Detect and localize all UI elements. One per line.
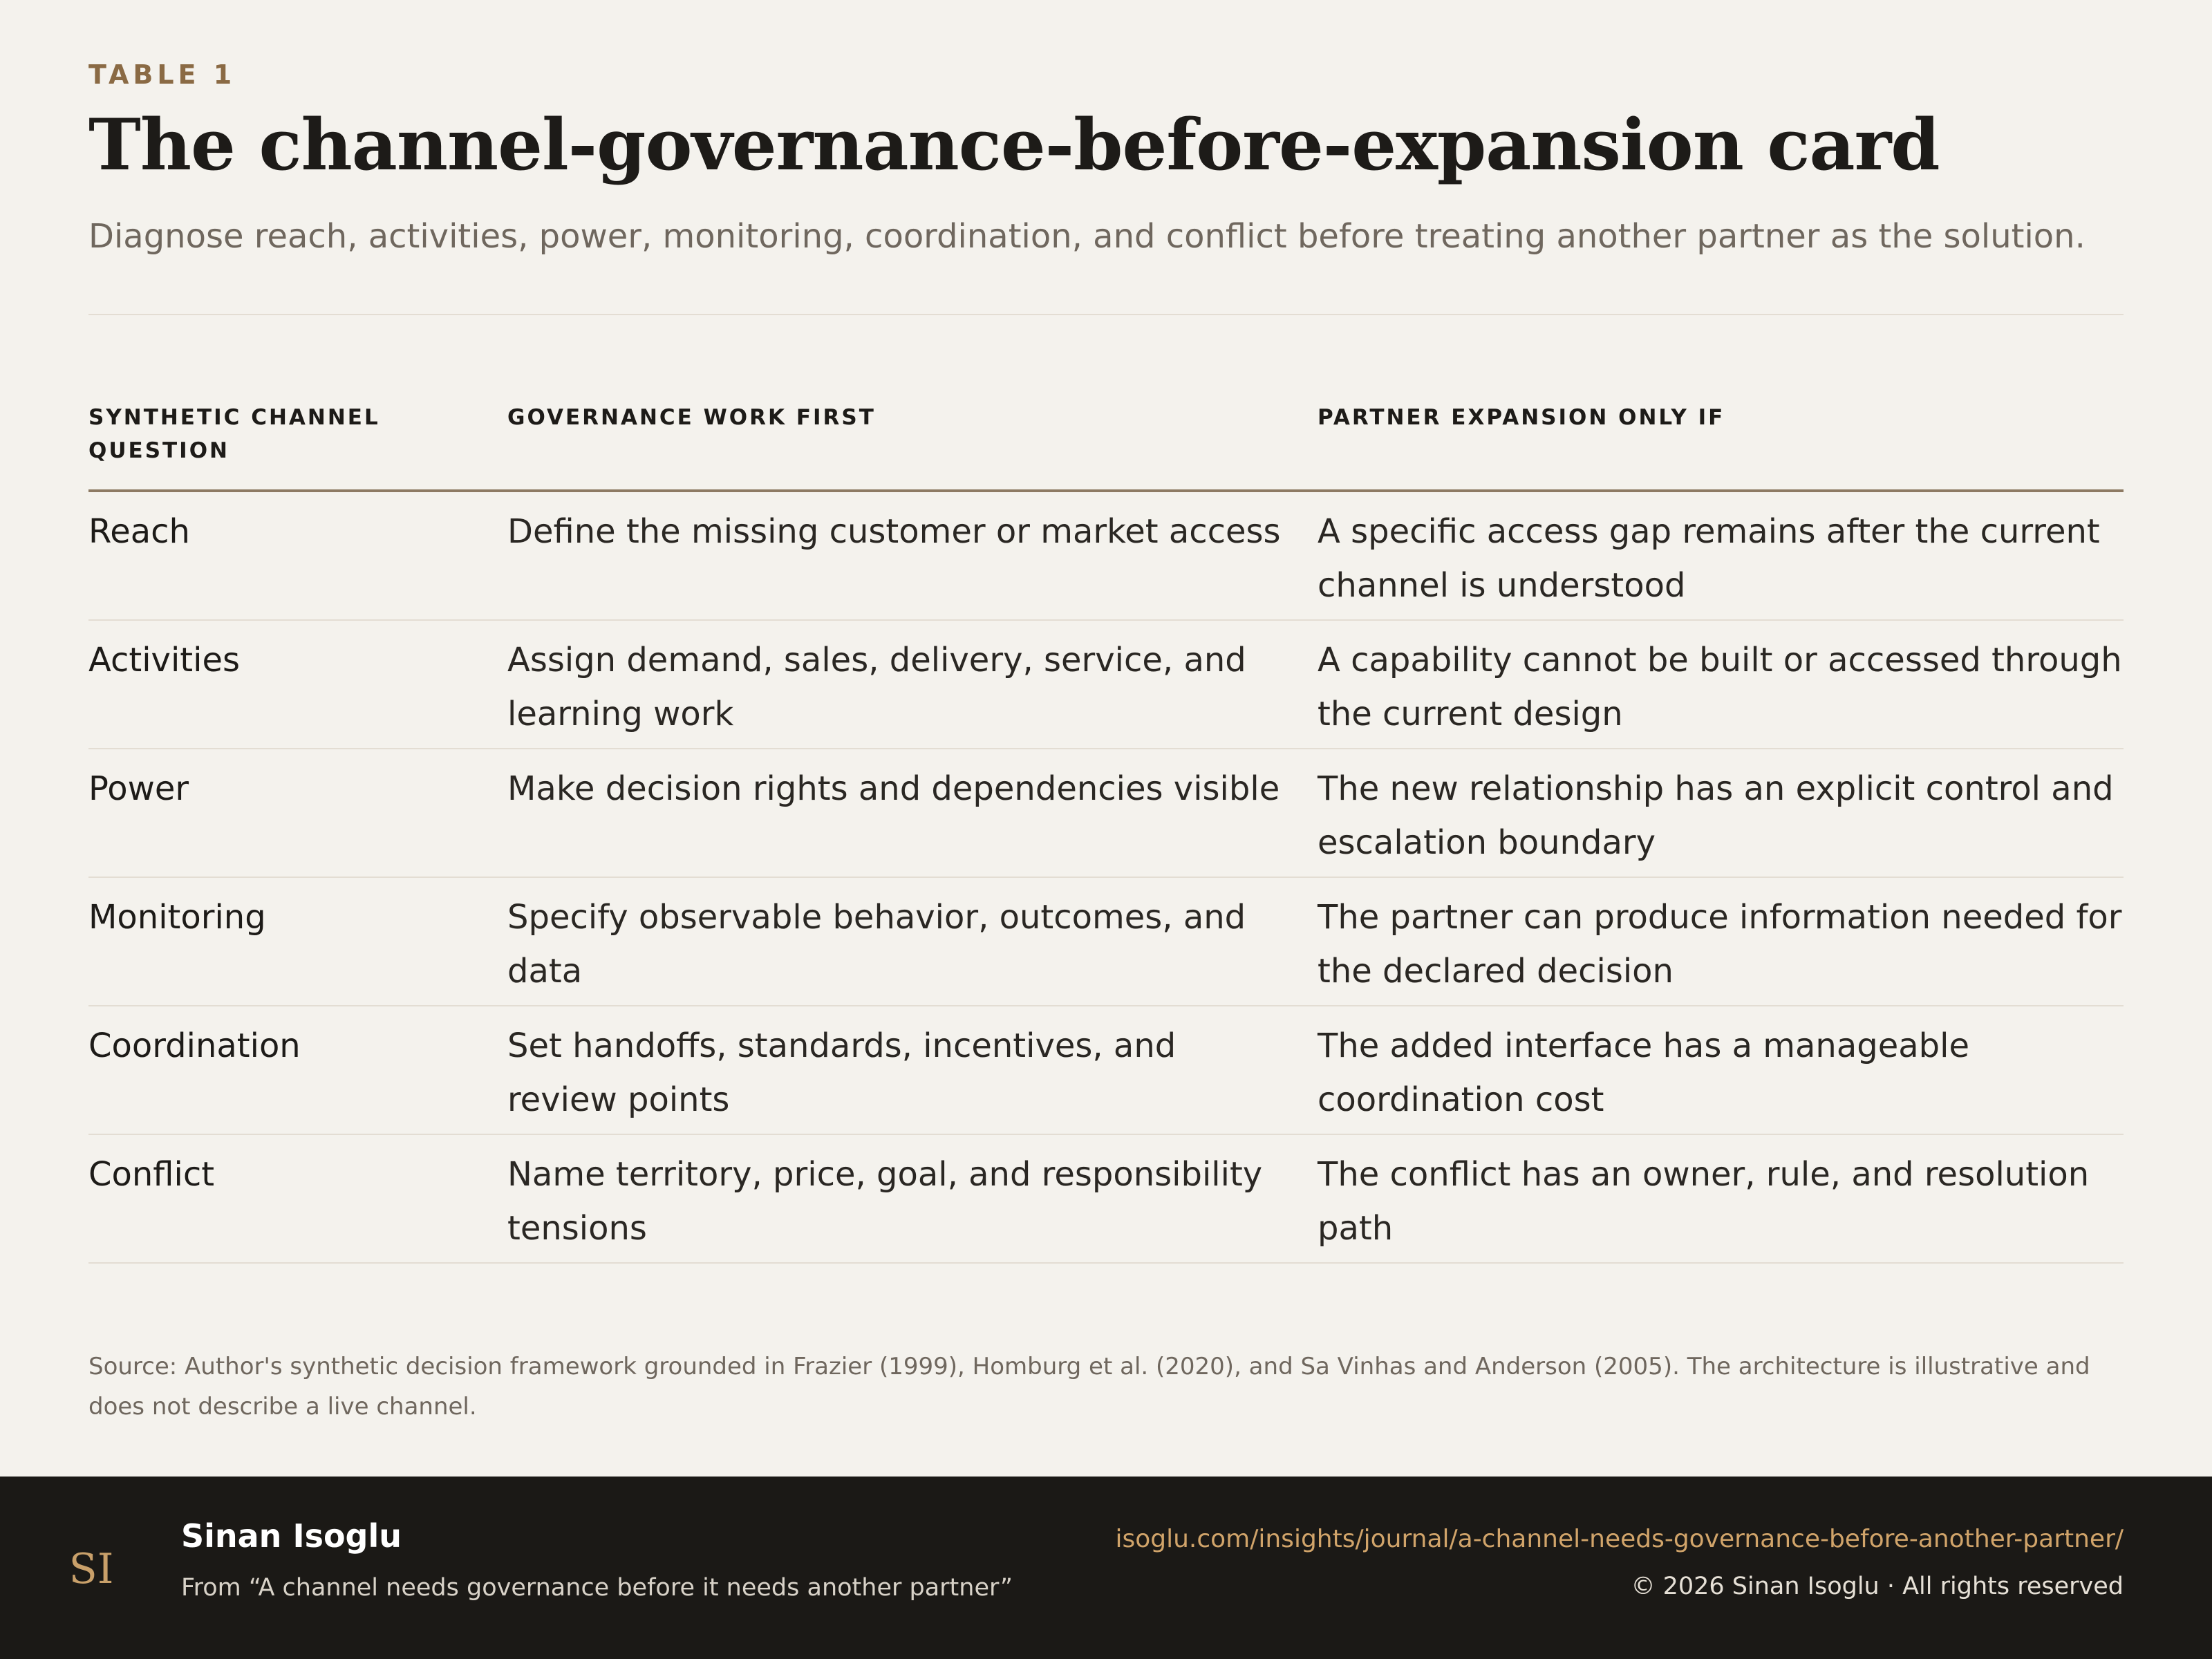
cell-question: Conflict — [88, 1155, 215, 1194]
header-divider — [88, 314, 2124, 315]
table-row — [88, 878, 2124, 1006]
cell-governance: Set handoffs, standards, incentives, and review points — [507, 1027, 1177, 1119]
column-header-governance: GOVERNANCE WORK FIRST — [507, 405, 876, 430]
cell-question: Power — [88, 769, 189, 808]
logo-monogram: SI — [68, 1545, 114, 1593]
cell-governance: Assign demand, sales, delivery, service, and learning work — [507, 641, 1246, 733]
column-header-expansion: PARTNER EXPANSION ONLY IF — [1318, 405, 1725, 430]
cell-expansion: The partner can produce information needed for the declared decision — [1318, 898, 2122, 991]
cell-question: Activities — [88, 641, 240, 679]
cell-expansion: The conflict has an owner, rule, and resolution path — [1318, 1155, 2090, 1248]
footer — [0, 1477, 2212, 1659]
cell-question: Monitoring — [88, 898, 266, 937]
cell-governance: Define the missing customer or market access — [507, 512, 1281, 551]
page-title: The channel-governance-before-expansion card — [88, 104, 1940, 187]
cell-governance: Specify observable behavior, outcomes, and data — [507, 898, 1246, 991]
cell-question: Coordination — [88, 1027, 301, 1065]
cell-governance: Name territory, price, goal, and responsibility tensions — [507, 1155, 1263, 1248]
table-header — [88, 401, 2124, 492]
cell-expansion: The added interface has a manageable coordination cost — [1318, 1027, 1970, 1119]
source-note: Source: Author's synthetic decision framework grounded in Frazier (1999), Homburg et al. (2020), and Sa Vinhas and Anderson (2005). The architecture is illustrative and does not describe a live channel. — [88, 1353, 2090, 1421]
table-row — [88, 621, 2124, 749]
article-link[interactable]: isoglu.com/insights/journal/a-channel-needs-governance-before-another-partner/ — [1115, 1525, 2124, 1553]
cell-expansion: A capability cannot be built or accessed through the current design — [1318, 641, 2122, 733]
governance-table — [88, 401, 2124, 1264]
table-row — [88, 1135, 2124, 1264]
column-header-question: SYNTHETIC CHANNEL QUESTION — [88, 405, 380, 463]
author-name: Sinan Isoglu — [181, 1517, 402, 1555]
cell-question: Reach — [88, 512, 190, 551]
article-reference: From “A channel needs governance before it needs another partner” — [181, 1574, 1013, 1602]
cell-governance: Make decision rights and dependencies visible — [507, 769, 1280, 808]
copyright-notice: © 2026 Sinan Isoglu · All rights reserved — [1631, 1573, 2124, 1600]
monogram-logo-icon — [64, 1541, 119, 1597]
page-subtitle: Diagnose reach, activities, power, monitoring, coordination, and conflict before treating another partner as the solution. — [88, 217, 2086, 256]
table-row — [88, 749, 2124, 878]
cell-expansion: A specific access gap remains after the current channel is understood — [1318, 512, 2100, 605]
table-label: TABLE 1 — [88, 59, 236, 90]
table-row — [88, 492, 2124, 621]
cell-expansion: The new relationship has an explicit control and escalation boundary — [1318, 769, 2114, 862]
table-row — [88, 1006, 2124, 1135]
